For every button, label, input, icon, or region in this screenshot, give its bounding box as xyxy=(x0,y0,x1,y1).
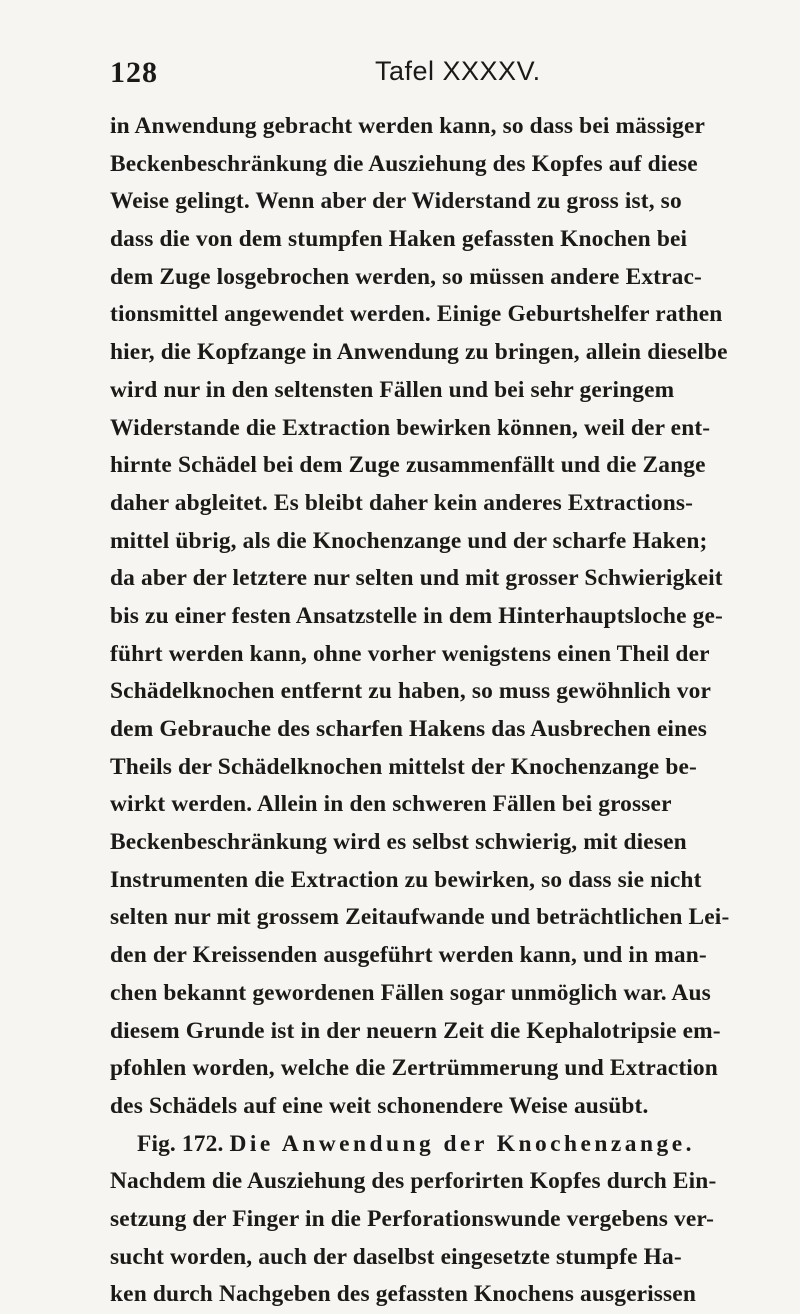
text-line: hier, die Kopfzange in Anwendung zu bringen, allein dieselbe xyxy=(110,339,728,366)
text-line: hirnte Schädel bei dem Zuge zusammenfällt und die Zange xyxy=(110,452,706,479)
text-line: in Anwendung gebracht werden kann, so dass bei mässiger xyxy=(110,113,706,139)
text-line: dem Zuge losgebrochen werden, so müssen andere Extrac- xyxy=(110,263,702,290)
text-line: wird nur in den seltensten Fällen und bei sehr geringem xyxy=(110,376,675,403)
text-line: daher abgleitet. Es bleibt daher kein anderes Extractions- xyxy=(110,489,694,516)
text-line: Schädelknochen entfernt zu haben, so muss gewöhnlich vor xyxy=(110,678,712,705)
text-line: wirkt werden. Allein in den schweren Fällen bei grosser xyxy=(110,791,672,818)
text-line: Beckenbeschränkung die Ausziehung des Kopfes auf diese xyxy=(110,150,698,177)
running-title: Tafel XXXXV. xyxy=(375,56,541,86)
text-line: Instrumenten die Extraction zu bewirken, so dass sie nicht xyxy=(110,866,702,893)
text-line: dem Gebrauche des scharfen Hakens das Ausbrechen eines xyxy=(110,716,708,742)
text-line: dass die von dem stumpfen Haken gefassten Knochen bei xyxy=(110,226,688,253)
text-line: des Schädels auf eine weit schonendere Weise ausübt. xyxy=(110,1092,649,1119)
text-line: Weise gelingt. Wenn aber der Widerstand zu gross ist, so xyxy=(110,188,682,215)
text-line: da aber der letztere nur selten und mit grosser Schwierigkeit xyxy=(110,565,723,592)
text-line: selten nur mit grossem Zeitaufwande und beträchtlichen Lei- xyxy=(110,904,730,931)
text-line: tionsmittel angewendet werden. Einige Geburtshelfer rathen xyxy=(110,301,723,328)
figure-title: Die Anwendung der Knochenzange. xyxy=(229,1130,695,1157)
page-header xyxy=(110,56,750,96)
figure-label: Fig. 172. xyxy=(137,1130,224,1157)
text-line: sucht worden, auch der daselbst eingesetzte stumpfe Ha- xyxy=(110,1243,682,1270)
text-line: bis zu einer festen Ansatzstelle in dem Hinterhauptsloche ge- xyxy=(110,602,723,629)
text-line: Beckenbeschränkung wird es selbst schwierig, mit diesen xyxy=(110,829,687,856)
text-line: setzung der Finger in die Perforationswunde vergebens ver- xyxy=(110,1205,715,1232)
text-line: chen bekannt gewordenen Fällen sogar unmöglich war. Aus xyxy=(110,979,711,1006)
text-line: ken durch Nachgeben des gefassten Knochens ausgerissen xyxy=(110,1281,696,1308)
text-line: Theils der Schädelknochen mittelst der Knochenzange be- xyxy=(110,753,697,780)
text-line: führt werden kann, ohne vorher wenigstens einen Theil der xyxy=(110,640,710,667)
text-line: pfohlen worden, welche die Zertrümmerung und Extraction xyxy=(110,1055,718,1082)
text-line: Widerstande die Extraction bewirken können, weil der ent- xyxy=(110,414,711,441)
text-line: den der Kreissenden ausgeführt werden kann, und in man- xyxy=(110,942,707,969)
text-line: diesem Grunde ist in der neuern Zeit die Kephalotripsie em- xyxy=(110,1017,721,1044)
text-line: Nachdem die Ausziehung des perforirten Kopfes durch Ein- xyxy=(110,1168,717,1195)
page-number: 128 xyxy=(110,56,158,89)
text-line: mittel übrig, als die Knochenzange und der scharfe Haken; xyxy=(110,527,708,554)
body-text xyxy=(110,108,800,1314)
figure-heading-line xyxy=(110,1126,800,1164)
